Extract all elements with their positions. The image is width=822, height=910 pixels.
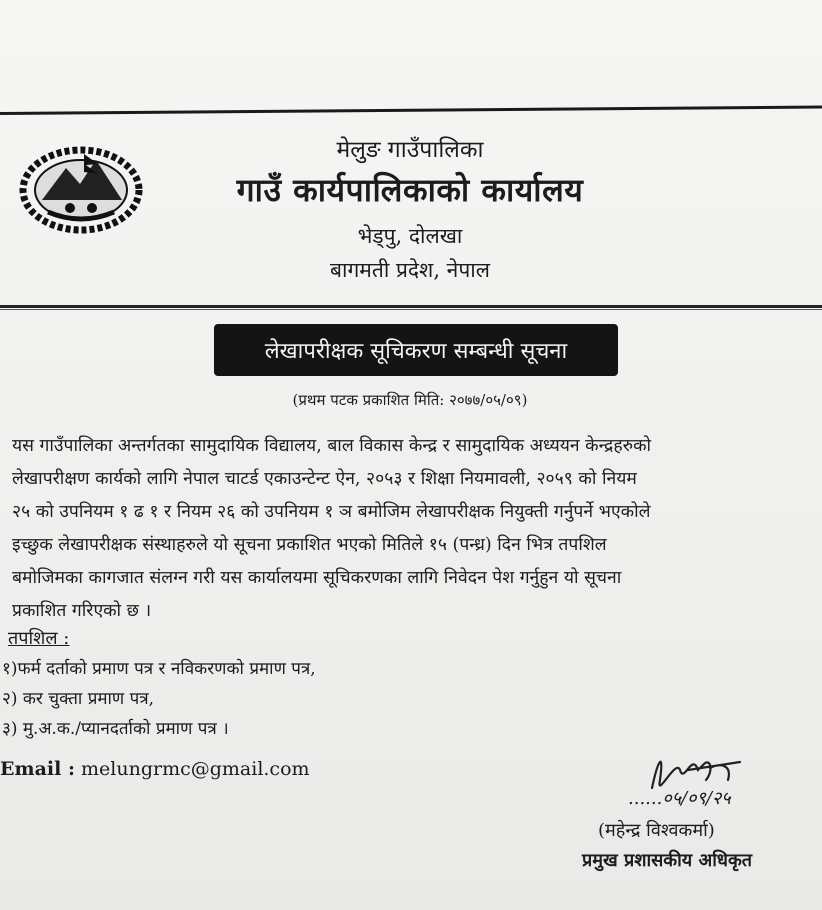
header-bottom-rule	[0, 305, 822, 308]
contact-email-line	[0, 758, 310, 780]
body-line: २५ को उपनियम १ ढ १ र नियम २६ को उपनियम १ ञ बमोजिम लेखापरीक्षक नियुक्ती गर्नुपर्ने भएकोले	[12, 502, 651, 522]
notice-body	[12, 430, 812, 628]
email-address[interactable]: melungrmc@gmail.com	[81, 758, 310, 780]
municipality-name: मेलुङ गाउँपालिका	[336, 137, 484, 163]
body-line: लेखापरीक्षण कार्यको लागि नेपाल चाटर्ड एकाउन्टेन्ट ऐन, २०५३ र शिक्षा नियमावली, २०५९ को नियम	[12, 469, 637, 489]
body-line: बमोजिमका कागजात संलग्न गरी यस कार्यालयमा सूचिकरणका लागि निवेदन पेश गर्नुहुन यो सूचना	[12, 568, 622, 588]
details-item: १)फर्म दर्ताको प्रमाण पत्र र नविकरणको प्रमाण पत्र,	[2, 659, 316, 679]
details-item: २) कर चुक्ता प्रमाण पत्र,	[2, 689, 155, 709]
signatory-name: (महेन्द्र विश्वकर्मा)	[598, 820, 715, 841]
office-name: गाउँ कार्यपालिकाको कार्यालय	[236, 171, 584, 209]
body-line: यस गाउँपालिका अन्तर्गतका सामुदायिक विद्यालय, बाल विकास केन्द्र र सामुदायिक अध्ययन केन्द्रहरुको	[12, 436, 652, 456]
email-label: Email :	[0, 758, 75, 780]
details-list	[2, 654, 316, 744]
office-address: भेड्पु, दोलखा	[357, 224, 463, 248]
body-line: इच्छुक लेखापरीक्षक संस्थाहरुले यो सूचना प्रकाशित भएको मितिले १५ (पन्ध्र) दिन भित्र तपशिल	[12, 535, 607, 555]
signature-date: ......०५/०९/२५	[628, 788, 731, 809]
header-top-rule	[0, 106, 822, 115]
signatory-role: प्रमुख प्रशासकीय अधिकृत	[582, 850, 753, 871]
header-inner-rule	[0, 309, 822, 310]
body-line: प्रकाशित गरिएको छ ।	[12, 601, 152, 621]
publish-date: (प्रथम पटक प्रकाशित मिति: २०७७/०५/०९)	[292, 391, 528, 409]
details-item: ३) मु.अ.क./प्यानदर्ताको प्रमाण पत्र ।	[2, 719, 229, 739]
details-heading: तपशिल :	[8, 628, 70, 649]
nepal-government-emblem-icon	[18, 138, 144, 236]
notice-title: लेखापरीक्षक सूचिकरण सम्बन्धी सूचना	[214, 324, 618, 376]
office-province: बागमती प्रदेश, नेपाल	[330, 258, 490, 282]
